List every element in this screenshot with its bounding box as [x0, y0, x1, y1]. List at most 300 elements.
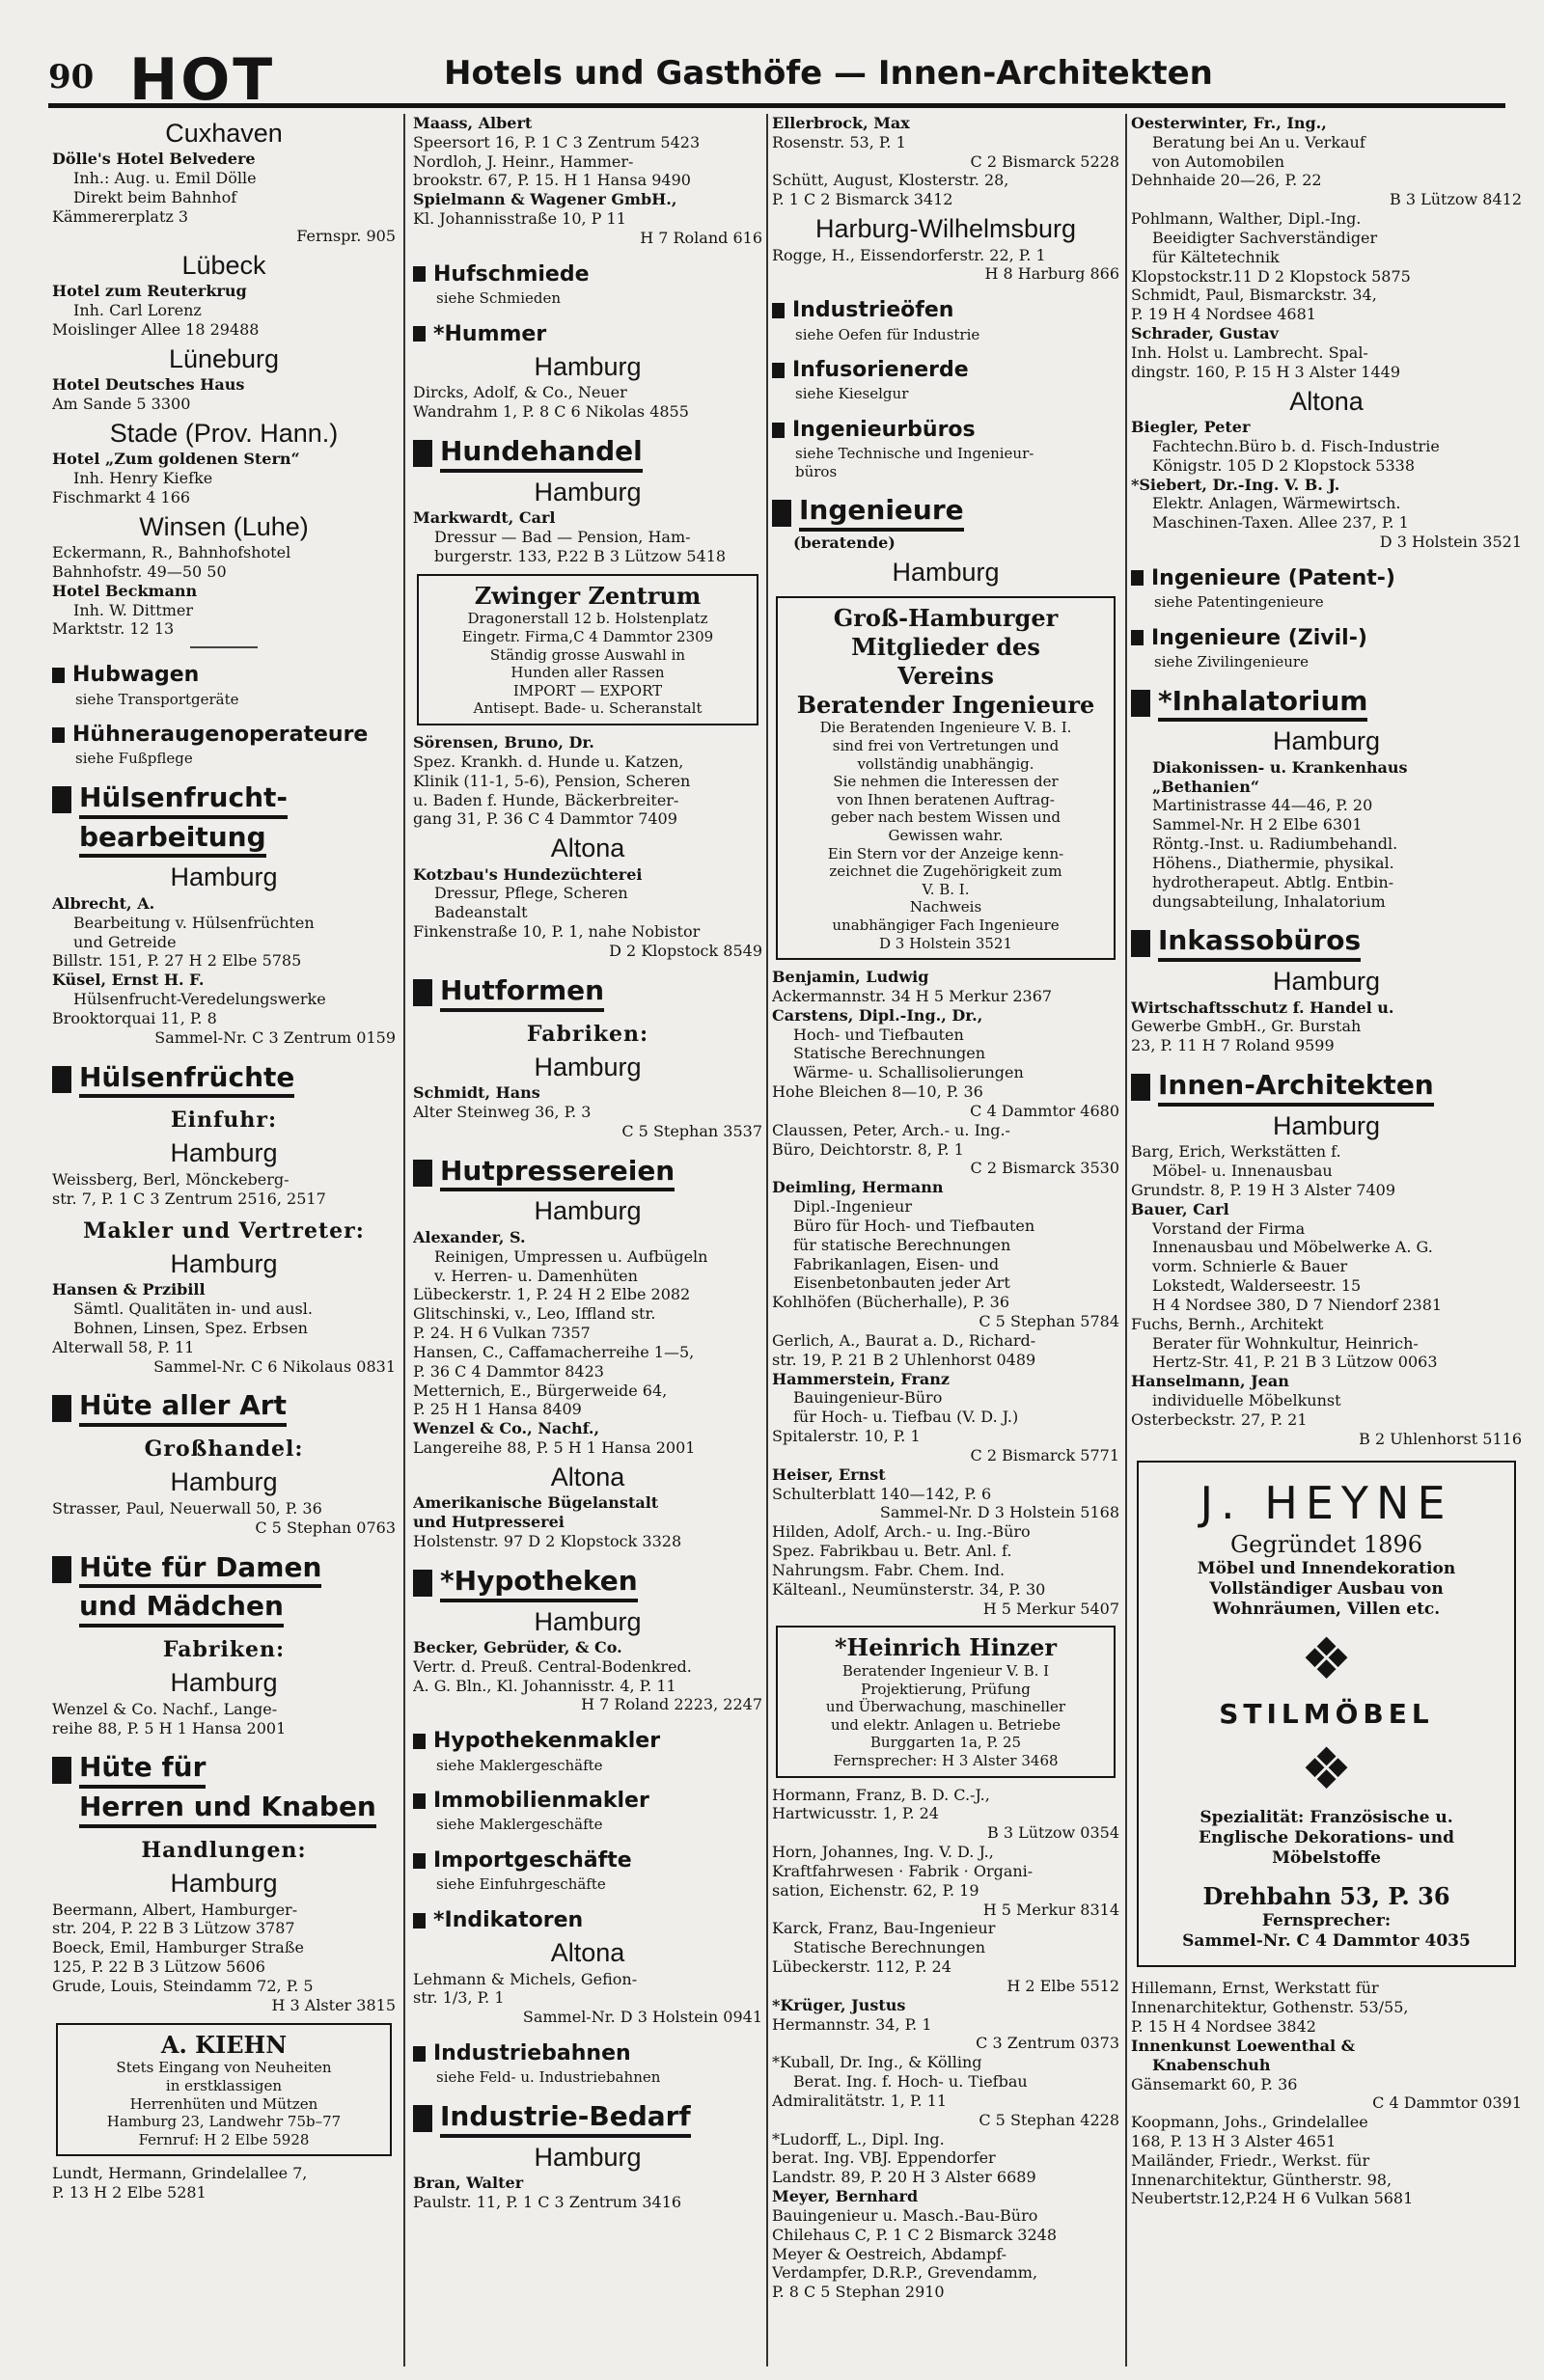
ad-line: Fernsprecher: H 3 Alster 3468 — [833, 1752, 1059, 1770]
city-heading: Hamburg — [1272, 1110, 1381, 1140]
ad-line: Sie nehmen die Interessen der — [833, 773, 1059, 791]
entry-line: Grundstr. 8, P. 19 H 3 Alster 7409 — [1131, 1180, 1396, 1199]
entry-line: Bahnhofstr. 49—50 50 — [52, 561, 227, 581]
entry-line: Langereihe 88, P. 5 H 1 Hansa 2001 — [413, 1438, 696, 1458]
entry-line: Neubertstr.12,P.24 H 6 Vulkan 5681 — [1131, 2189, 1414, 2208]
entry-line: Weissberg, Berl, Mönckeberg- — [52, 1169, 290, 1189]
entry-line: Lübeckerstr. 112, P. 24 — [772, 1957, 951, 1977]
entry-line: Büro, Deichtorstr. 8, P. 1 — [772, 1139, 964, 1159]
entry-line: Nordloh, J. Heinr., Hammer- — [413, 151, 634, 171]
entry-name: Diakonissen- u. Krankenhaus — [1152, 757, 1408, 777]
running-title: Hotels und Gasthöfe — Innen-Architekten — [444, 54, 1213, 93]
category-heading — [1131, 1069, 1522, 1107]
entry-line: C 5 Stephan 5784 — [979, 1312, 1119, 1331]
category-title: Hüte für Damen — [79, 1551, 321, 1589]
entry-line: Holstenstr. 97 D 2 Klopstock 3328 — [413, 1531, 682, 1550]
city-heading: Lübeck — [181, 250, 266, 280]
entry-line: Finkenstraße 10, P. 1, nahe Nobistor — [413, 922, 701, 942]
city-heading: Hamburg — [534, 1606, 642, 1636]
entry-line: Nahrungsm. Fabr. Chem. Ind. — [772, 1560, 1006, 1579]
ad-line: sind frei von Vertretungen und — [832, 737, 1060, 755]
city-heading: Hamburg — [534, 351, 642, 381]
entry-line: dingstr. 160, P. 15 H 3 Alster 1449 — [1131, 362, 1400, 381]
see-reference: siehe Oefen für Industrie — [795, 325, 980, 343]
entry-line: Hillemann, Ernst, Werkstatt für — [1131, 1979, 1379, 1998]
entry-line: P. 25 H 1 Hansa 8409 — [413, 1400, 582, 1419]
category-title: Hypothekenmakler — [433, 1729, 661, 1754]
bullet-icon — [772, 363, 785, 378]
entry-line: Schulterblatt 140—142, P. 6 — [772, 1484, 992, 1503]
see-reference: siehe Fußpflege — [75, 750, 193, 768]
bullet-icon — [413, 440, 432, 467]
bullet-icon — [413, 1793, 426, 1809]
see-reference: siehe Transportgeräte — [75, 690, 239, 708]
city-heading: Altona — [550, 834, 625, 863]
entry-name: Hotel Beckmann — [52, 581, 198, 600]
entry-line: Spitalerstr. 10, P. 1 — [772, 1427, 921, 1446]
entry-line: Hertz-Str. 41, P. 21 B 3 Lützow 0063 — [1152, 1353, 1438, 1372]
entry-line: Schmidt, Paul, Bismarckstr. 34, — [1131, 286, 1377, 305]
ad-line: Projektierung, Prüfung — [861, 1680, 1031, 1698]
category-heading — [52, 1751, 396, 1789]
entry-line: Lehmann & Michels, Gefion- — [413, 1969, 638, 1988]
entry-line: Verdampfer, D.R.P., Grevendamm, — [772, 2263, 1038, 2283]
city-heading: Hamburg — [534, 1052, 642, 1081]
ad-line: Vereins — [897, 661, 994, 690]
subsection-heading: Großhandel: — [144, 1436, 304, 1463]
entry-line: vorm. Schnierle & Bauer — [1152, 1257, 1348, 1276]
category-title: Ingenieure — [799, 494, 964, 532]
column-2 — [413, 114, 762, 2366]
bullet-icon — [413, 326, 426, 342]
advertisement-box — [776, 596, 1116, 960]
entry-name: Spielmann & Wagener GmbH., — [413, 190, 677, 209]
entry-line: Vorstand der Firma — [1152, 1218, 1306, 1238]
bullet-icon — [52, 1395, 71, 1422]
entry-line: Mailänder, Friedr., Werkst. für — [1131, 2150, 1370, 2170]
entry-line: H 7 Roland 2223, 2247 — [581, 1695, 762, 1714]
category-title: Hundehandel — [440, 435, 643, 473]
bullet-icon — [52, 1556, 71, 1583]
ad-line: *Heinrich Hinzer — [834, 1633, 1058, 1662]
entry-line: Vertr. d. Preuß. Central-Bodenkred. — [413, 1656, 692, 1676]
entry-line: Klinik (11-1, 5-6), Pension, Scheren — [413, 771, 691, 790]
ad-line: Spezialität: Französische u. — [1199, 1808, 1453, 1828]
category-heading — [413, 1788, 762, 1814]
category-heading — [52, 1389, 396, 1427]
entry-line: Hoch- und Tiefbauten — [793, 1025, 964, 1044]
city-heading: Hamburg — [170, 1467, 278, 1497]
entry-name: Deimling, Hermann — [772, 1178, 944, 1197]
entry-name: Maass, Albert — [413, 114, 533, 132]
entry-line: Innenarchitektur, Gothenstr. 53/55, — [1131, 1998, 1409, 2017]
ad-company-name: J. HEYNE — [1199, 1476, 1453, 1529]
entry-line: Fachtechn.Büro b. d. Fisch-Industrie — [1152, 436, 1440, 455]
bullet-icon — [413, 1570, 432, 1597]
entry-line: Brooktorquai 11, P. 8 — [52, 1008, 217, 1027]
entry-line: Chilehaus C, P. 1 C 2 Bismarck 3248 — [772, 2225, 1057, 2244]
column-1 — [52, 114, 396, 2366]
entry-line: 23, P. 11 H 7 Roland 9599 — [1131, 1036, 1335, 1055]
entry-line: C 2 Bismarck 3530 — [970, 1159, 1119, 1178]
category-heading — [1131, 685, 1522, 723]
entry-name: Kotzbau's Hundezüchterei — [413, 864, 643, 884]
entry-line: Dressur, Pflege, Scheren — [434, 884, 628, 903]
entry-name: Albrecht, A. — [52, 893, 155, 913]
entry-line: H 3 Alster 3815 — [271, 1995, 396, 2014]
entry-line: 125, P. 22 B 3 Lützow 5606 — [52, 1957, 265, 1977]
entry-line: Strasser, Paul, Neuerwall 50, P. 36 — [52, 1498, 322, 1518]
entry-line: Billstr. 151, P. 27 H 2 Elbe 5785 — [52, 951, 302, 971]
bullet-icon — [772, 423, 785, 438]
bullet-icon — [52, 1066, 71, 1093]
entry-line: Berat. Ing. f. Hoch- u. Tiefbau — [793, 2072, 1028, 2092]
see-reference: siehe Zivilingenieure — [1154, 652, 1309, 670]
entry-line: *Kuball, Dr. Ing., & Kölling — [772, 2053, 982, 2072]
entry-name: Alexander, S. — [413, 1227, 526, 1246]
bullet-icon — [413, 2046, 426, 2062]
entry-line: A. G. Bln., Kl. Johannisstr. 4, P. 11 — [413, 1676, 676, 1695]
city-heading: Winsen (Luhe) — [139, 511, 309, 541]
entry-line: Bohnen, Linsen, Spez. Erbsen — [73, 1319, 308, 1337]
entry-line: Meyer & Oestreich, Abdampf- — [772, 2244, 1007, 2263]
entry-line: Barg, Erich, Werkstätten f. — [1131, 1142, 1341, 1162]
entry-line: H 4 Nordsee 380, D 7 Niendorf 2381 — [1152, 1295, 1443, 1314]
entry-line: brookstr. 67, P. 15. H 1 Hansa 9490 — [413, 171, 691, 190]
entry-line: Metternich, E., Bürgerweide 64, — [413, 1381, 668, 1400]
page-number: 90 — [48, 58, 95, 96]
entry-line: Dipl.-Ingenieur — [793, 1197, 912, 1217]
bullet-icon — [1131, 690, 1150, 717]
entry-line: C 2 Bismarck 5771 — [970, 1445, 1119, 1464]
category-title: Hühneraugenoperateure — [72, 723, 369, 748]
category-heading — [413, 321, 762, 347]
category-title: Hüte aller Art — [79, 1389, 287, 1427]
ad-line: Ein Stern vor der Anzeige kenn- — [827, 844, 1064, 862]
category-heading — [1131, 924, 1522, 962]
entry-line: v. Herren- u. Damenhüten — [434, 1266, 638, 1285]
subsection-heading: Makler und Vertreter: — [83, 1217, 365, 1244]
entry-line: P. 36 C 4 Dammtor 8423 — [413, 1361, 604, 1381]
entry-name: Hansen & Przibill — [52, 1280, 206, 1299]
entry-line: Rosenstr. 53, P. 1 — [772, 132, 906, 151]
ad-line: Herrenhüten und Mützen — [129, 2094, 318, 2113]
entry-line: Beermann, Albert, Hamburger- — [52, 1900, 298, 1919]
entry-name: Küsel, Ernst H. F. — [52, 971, 205, 990]
entry-line: Hartwicusstr. 1, P. 24 — [772, 1804, 939, 1823]
column-divider — [766, 114, 768, 2366]
ad-line: Beratender Ingenieur V. B. I — [841, 1662, 1050, 1681]
ad-line: Gewissen wahr. — [888, 827, 1004, 845]
category-title: Industrieöfen — [792, 298, 954, 323]
category-heading — [413, 435, 762, 473]
entry-line: P. 8 C 5 Stephan 2910 — [772, 2283, 945, 2302]
see-reference: siehe Maklergeschäfte — [436, 1756, 603, 1774]
entry-line: Inh. W. Dittmer — [73, 600, 194, 619]
category-heading — [52, 821, 396, 859]
category-title: *Inhalatorium — [1158, 685, 1367, 723]
entry-name: Meyer, Bernhard — [772, 2187, 919, 2206]
bullet-icon — [772, 303, 785, 318]
entry-name: Bran, Walter — [413, 2174, 524, 2193]
category-title: Hüte für — [79, 1751, 206, 1789]
ad-line: geber nach bestem Wissen und — [831, 808, 1061, 827]
entry-line: Sammel-Nr. C 3 Zentrum 0159 — [154, 1027, 396, 1047]
entry-line: Klopstockstr.11 D 2 Klopstock 5875 — [1131, 266, 1411, 286]
entry-line: C 5 Stephan 3537 — [621, 1121, 762, 1140]
category-heading — [413, 1565, 762, 1602]
entry-line: Boeck, Emil, Hamburger Straße — [52, 1938, 304, 1957]
entry-name: Bauer, Carl — [1131, 1199, 1229, 1218]
entry-line: H 5 Merkur 8314 — [982, 1900, 1119, 1919]
entry-line: Reinigen, Umpressen u. Aufbügeln — [434, 1246, 708, 1266]
ad-line: Groß-Hamburger Mitglieder des — [833, 604, 1059, 662]
entry-line: Wandrahm 1, P. 8 C 6 Nikolas 4855 — [413, 402, 689, 422]
entry-line: Statische Berechnungen — [793, 1938, 986, 1957]
bullet-icon — [1131, 570, 1144, 586]
entry-line: Königstr. 105 D 2 Klopstock 5338 — [1152, 455, 1416, 475]
category-heading — [772, 417, 1119, 443]
entry-line: Kälteanl., Neumünsterstr. 34, P. 30 — [772, 1579, 1046, 1599]
bullet-icon — [1131, 1074, 1150, 1101]
city-heading: Altona — [550, 1938, 625, 1968]
diamond-ornament-icon: ❖ — [1300, 1736, 1353, 1804]
entry-line: Fischmarkt 4 166 — [52, 487, 191, 506]
ad-line: Hunden aller Rassen — [510, 664, 665, 682]
bullet-icon — [772, 500, 791, 527]
entry-line: D 2 Klopstock 8549 — [609, 941, 762, 960]
entry-line: Rogge, H., Eissendorferstr. 22, P. 1 — [772, 245, 1046, 264]
entry-line: Sammel-Nr. D 3 Holstein 5168 — [879, 1503, 1119, 1522]
category-title: Industriebahnen — [433, 2041, 631, 2066]
subsection-heading: Einfuhr: — [170, 1108, 278, 1134]
see-reference: büros — [795, 462, 838, 480]
entry-name: Innenkunst Loewenthal & — [1131, 2036, 1356, 2055]
ad-line: Beratender Ingenieure — [796, 690, 1095, 719]
see-reference: siehe Feld- u. Industriebahnen — [436, 2068, 661, 2087]
entry-line: Claussen, Peter, Arch.- u. Ing.- — [772, 1120, 1010, 1139]
category-heading — [413, 1907, 762, 1933]
ad-line: Ständig grosse Auswahl in — [489, 645, 686, 664]
entry-line: burgerstr. 133, P.22 B 3 Lützow 5418 — [434, 546, 727, 565]
bullet-icon — [413, 1160, 432, 1187]
entry-line: Hohe Bleichen 8—10, P. 36 — [772, 1082, 983, 1102]
ad-line: Fernruf: H 2 Elbe 5928 — [138, 2130, 310, 2148]
bullet-icon — [413, 1913, 426, 1929]
category-title: *Hypotheken — [440, 1565, 638, 1602]
entry-line: P. 24. H 6 Vulkan 7357 — [413, 1324, 591, 1343]
category-title: Herren und Knaben — [79, 1791, 376, 1828]
entry-line: Kämmererplatz 3 — [52, 206, 189, 226]
entry-line: Inh. Carl Lorenz — [73, 300, 202, 319]
column-divider — [1125, 114, 1127, 2366]
ad-line: Englische Dekorations- und — [1199, 1828, 1454, 1848]
city-heading: Hamburg — [170, 862, 278, 892]
entry-line: Koopmann, Johs., Grindelallee — [1131, 2113, 1368, 2132]
entry-line: Röntg.-Inst. u. Radiumbehandl. — [1152, 834, 1398, 854]
category-heading — [52, 1551, 396, 1589]
see-reference: siehe Schmieden — [436, 289, 562, 308]
entry-line: Hülsenfrucht-Veredelungswerke — [73, 990, 326, 1009]
city-heading: Hamburg — [170, 1668, 278, 1698]
category-heading — [1131, 565, 1522, 591]
advertisement-box — [776, 1626, 1116, 1777]
entry-line: Schütt, August, Klosterstr. 28, — [772, 171, 1009, 190]
entry-line: berat. Ing. VBJ. Eppendorfer — [772, 2148, 996, 2168]
ad-line: D 3 Holstein 3521 — [878, 934, 1013, 952]
entry-line: C 4 Dammtor 4680 — [970, 1101, 1119, 1120]
category-heading — [413, 261, 762, 287]
city-heading: Hamburg — [1272, 967, 1381, 997]
ad-line: IMPORT — EXPORT — [512, 681, 663, 699]
entry-line: Grude, Louis, Steindamm 72, P. 5 — [52, 1976, 314, 1995]
ad-line: Hamburg 23, Landwehr 75b–77 — [106, 2113, 342, 2131]
entry-line: Inh. Henry Kiefke — [73, 468, 213, 487]
entry-line: Hansen, C., Caffamacherreihe 1—5, — [413, 1342, 695, 1361]
entry-line: Dressur — Bad — Pension, Ham- — [434, 528, 691, 547]
city-heading: Harburg-Wilhelmsburg — [814, 214, 1077, 244]
bullet-icon — [52, 668, 65, 683]
entry-line: Dircks, Adolf, & Co., Neuer — [413, 383, 627, 402]
bullet-icon — [413, 2105, 432, 2132]
bullet-icon — [1131, 930, 1150, 957]
entry-name: Sörensen, Bruno, Dr. — [413, 733, 594, 752]
ad-line: unabhängiger Fach Ingenieure — [832, 916, 1060, 934]
entry-line: Höhens., Diathermie, physikal. — [1152, 853, 1394, 872]
entry-line: C 4 Dammtor 0391 — [1372, 2093, 1522, 2113]
entry-name: Schmidt, Hans — [413, 1083, 540, 1103]
column-divider — [403, 114, 405, 2366]
entry-name: Ellerbrock, Max — [772, 114, 910, 132]
entry-line: Innenarchitektur, Güntherstr. 98, — [1131, 2170, 1392, 2189]
entry-name: Markwardt, Carl — [413, 508, 556, 528]
entry-line: C 5 Stephan 0763 — [255, 1518, 396, 1537]
category-heading — [413, 2040, 762, 2066]
entry-line: Eckermann, R., Bahnhofshotel — [52, 543, 291, 562]
category-title: *Indikatoren — [433, 1907, 584, 1932]
category-title: Hülsenfrüchte — [79, 1061, 294, 1099]
entry-name: Wirtschaftsschutz f. Handel u. — [1131, 998, 1394, 1017]
entry-line: Gerlich, A., Baurat a. D., Richard- — [772, 1330, 1036, 1350]
entry-line: Osterbeckstr. 27, P. 21 — [1131, 1409, 1308, 1429]
entry-line: Lundt, Hermann, Grindelallee 7, — [52, 2164, 308, 2183]
entry-line: Büro für Hoch- und Tiefbauten — [793, 1216, 1035, 1235]
entry-line: Statische Berechnungen — [793, 1044, 986, 1063]
city-heading: Lüneburg — [168, 343, 280, 373]
entry-line: Landstr. 89, P. 20 H 3 Alster 6689 — [772, 2168, 1036, 2187]
column-3 — [772, 114, 1119, 2366]
entry-line: Spez. Fabrikbau u. Betr. Anl. f. — [772, 1542, 1012, 1561]
entry-line: Eisenbetonbauten jeder Art — [793, 1273, 1010, 1293]
bullet-icon — [413, 1853, 426, 1869]
see-reference: siehe Kieselgur — [795, 385, 909, 403]
entry-line: Innenausbau und Möbelwerke A. G. — [1152, 1238, 1433, 1257]
entry-line: Speersort 16, P. 1 C 3 Zentrum 5423 — [413, 132, 701, 151]
entry-line: Horn, Johannes, Ing. V. D. J., — [772, 1843, 994, 1862]
category-title: Ingenieurbüros — [792, 417, 976, 442]
entry-line: Kraftfahrwesen · Fabrik · Organi- — [772, 1861, 1034, 1880]
see-reference: siehe Technische und Ingenieur- — [795, 445, 1034, 463]
entry-line: Badeanstalt — [434, 903, 528, 922]
guide-word: HOT — [129, 46, 276, 114]
category-heading — [413, 2100, 762, 2138]
entry-name: Dölle's Hotel Belvedere — [52, 150, 256, 169]
city-heading: Cuxhaven — [165, 119, 283, 148]
entry-line: u. Baden f. Hunde, Bäckerbreiter- — [413, 790, 679, 809]
bullet-icon — [52, 786, 71, 813]
ad-line: Nachweis — [909, 898, 982, 916]
category-heading — [413, 974, 762, 1012]
category-heading — [1131, 625, 1522, 651]
see-reference: siehe Einfuhrgeschäfte — [436, 1875, 606, 1894]
category-title: Innen-Architekten — [1158, 1069, 1434, 1107]
entry-line: hydrotherapeut. Abtlg. Entbin- — [1152, 872, 1394, 891]
city-heading: Stade (Prov. Hann.) — [109, 418, 339, 448]
entry-line: Fernspr. 905 — [296, 226, 396, 245]
entry-line: P. 19 H 4 Nordsee 4681 — [1131, 305, 1316, 324]
bullet-icon — [413, 266, 426, 282]
entry-line: individuelle Möbelkunst — [1152, 1391, 1341, 1410]
entry-line: für Hoch- u. Tiefbau (V. D. J.) — [793, 1408, 1019, 1427]
entry-line: Moislinger Allee 18 29488 — [52, 319, 260, 339]
entry-name: Schrader, Gustav — [1131, 324, 1279, 343]
ad-line: Wohnräumen, Villen etc. — [1212, 1600, 1441, 1620]
entry-line: H 8 Harburg 866 — [984, 264, 1119, 284]
entry-name: „Bethanien“ — [1152, 777, 1260, 796]
ad-founded: Gegründet 1896 — [1229, 1530, 1423, 1558]
entry-line: 168, P. 13 H 3 Alster 4651 — [1131, 2132, 1337, 2150]
advertisement-box — [56, 2023, 392, 2157]
see-reference: siehe Maklergeschäfte — [436, 1816, 603, 1834]
entry-line: Wärme- u. Schallisolierungen — [793, 1063, 1024, 1082]
category-title: und Mädchen — [79, 1590, 284, 1628]
entry-line: Lokstedt, Walderseestr. 15 — [1152, 1276, 1362, 1296]
entry-line: Kl. Johannisstraße 10, P 11 — [413, 209, 626, 229]
entry-line: von Automobilen — [1152, 151, 1285, 171]
category-title: Hutpressereien — [440, 1155, 675, 1192]
entry-line: gang 31, P. 36 C 4 Dammtor 7409 — [413, 809, 677, 829]
entry-name: *Siebert, Dr.-Ing. V. B. J. — [1131, 475, 1340, 494]
entry-line: Wenzel & Co. Nachf., Lange- — [52, 1699, 278, 1718]
ad-line: A. KIEHN — [160, 2030, 288, 2059]
ad-line: zeichnet die Zugehörigkeit zum — [829, 862, 1062, 881]
ad-line: Zwinger Zentrum — [474, 581, 702, 610]
entry-name: Knabenschuh — [1152, 2055, 1271, 2074]
city-heading: Hamburg — [170, 1869, 278, 1899]
entry-line: Alter Steinweg 36, P. 3 — [413, 1103, 592, 1122]
city-heading: Hamburg — [534, 1196, 642, 1226]
entry-line: H 2 Elbe 5512 — [1006, 1976, 1119, 1995]
entry-line: Inh.: Aug. u. Emil Dölle — [73, 169, 257, 188]
entry-line: *Ludorff, L., Dipl. Ing. — [772, 2129, 945, 2148]
category-heading — [413, 1728, 762, 1754]
category-heading — [772, 494, 1119, 532]
column-4 — [1131, 114, 1522, 2366]
entry-line: C 3 Zentrum 0373 — [976, 2034, 1119, 2053]
entry-line: Bauingenieur u. Masch.-Bau-Büro — [772, 2205, 1038, 2225]
entry-line: Elektr. Anlagen, Wärmewirtsch. — [1152, 494, 1401, 513]
entry-line: und Getreide — [73, 932, 177, 951]
category-title: Inkassobüros — [1158, 924, 1361, 962]
entry-name: Becker, Gebrüder, & Co. — [413, 1637, 622, 1656]
entry-line: Hermannstr. 34, P. 1 — [772, 2014, 932, 2034]
category-title: Hufschmiede — [433, 261, 590, 287]
entry-line: P. 1 C 2 Bismarck 3412 — [772, 190, 953, 209]
ad-line: Drehbahn 53, P. 36 — [1202, 1882, 1450, 1911]
category-heading — [413, 1155, 762, 1192]
entry-line: Martinistrasse 44—46, P. 20 — [1152, 796, 1373, 815]
category-title: Ingenieure (Patent-) — [1151, 565, 1395, 590]
